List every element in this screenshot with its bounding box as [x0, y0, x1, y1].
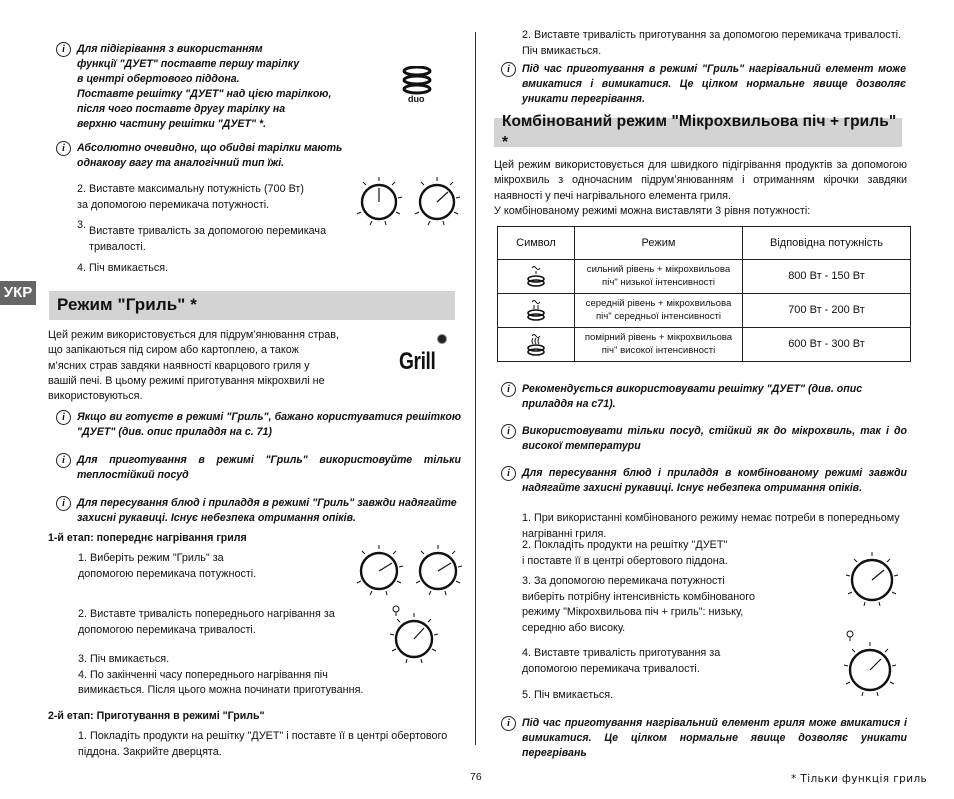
note-grill-gloves-text: Для пересування блюд і приладдя в режимі "Гриль" завжди надягайте захисні рукавиці. Існує небезпека отримання опіків.	[77, 497, 457, 525]
step-4: 4. Піч вмикається.	[77, 262, 169, 274]
info-icon: i	[56, 496, 71, 511]
power-and-timer-dials-illustration	[352, 174, 464, 230]
timer-dial-illustration	[384, 601, 444, 667]
grill-indicator-icon	[437, 334, 447, 344]
note-duo-text: Для підігрівання з використанням функції "ДУЕТ" поставте першу тарілку в центрі обертового піддона. Поставте решітку "ДУЕТ" над цією тарілкою, після чого поставте другу тарілку на верхню частину решітки "ДУЕТ" *.	[77, 43, 332, 131]
info-icon: i	[56, 410, 71, 425]
table-row	[498, 328, 911, 362]
note-grill-rack-text: Якщо ви готуєте в режимі "Гриль", бажано користуватися решіткою "ДУЕТ" (див. опис приладдя на с. 71)	[77, 411, 461, 439]
step-3: Виставте тривалість за допомогою перемикача тривалості.	[89, 225, 327, 253]
note-heating-cycle	[501, 62, 907, 107]
combo-section-title: Комбінований режим "Мікрохвильова піч + гриль" *	[494, 118, 902, 147]
table-header: Режим	[575, 227, 743, 260]
note-plates-text: Абсолютно очевидно, що обидві тарілки мають однакову вагу та аналогічний тип їжі.	[77, 142, 343, 170]
note-dishware-text: Використовувати тільки посуд, стійкий як до мікрохвиль, так і до високої температури	[522, 425, 907, 453]
step-2: 2. Виставте максимальну потужність (700 Вт) за допомогою перемикача потужності.	[77, 183, 304, 211]
table-cell-power: 700 Вт - 200 Вт	[743, 294, 911, 328]
note-element-cycle	[501, 716, 907, 761]
table-cell-mode: середній рівень + мікрохвильова піч" середньої інтенсивності	[575, 294, 743, 328]
grill-section-title: Режим "Гриль" *	[49, 291, 455, 320]
info-icon: i	[56, 42, 71, 57]
combo-step-1: 1. При використанні комбінованого режиму немає потреби в попередньому нагріванні гриля.	[522, 512, 900, 540]
note-grill-rack	[56, 410, 462, 440]
table-cell-mode: сильний рівень + мікрохвильова піч" низької інтенсивності	[575, 260, 743, 294]
note-duo	[56, 42, 356, 132]
info-icon: i	[56, 453, 71, 468]
stage-2-title: 2-й етап: Приготування в режимі "Гриль"	[48, 710, 265, 722]
grill-intro: Цей режим використовується для підрум’янювання страв, що запікаються під сиром або картоплею, а також м’ясних страв завдяки наявності кварцового гриля у вашій печі. В цьому режимі приготування мікрохвилі не використовуються.	[48, 329, 340, 403]
combo-modes-table	[497, 226, 911, 362]
table-header: Символ	[498, 227, 575, 260]
note-plates	[56, 141, 376, 171]
stage-2-step-1: 1. Покладіть продукти на решітку "ДУЕТ" і поставте її в центрі обертового піддона. Закрийте дверцята.	[78, 730, 448, 758]
table-cell-power: 800 Вт - 150 Вт	[743, 260, 911, 294]
footnote: * Тільки функція гриль	[791, 773, 928, 785]
combo-step-4: 4. Виставте тривалість приготування за допомогою перемикача тривалості.	[522, 647, 721, 675]
note-grill-dishes	[56, 453, 462, 483]
medium-combo-icon	[498, 294, 575, 328]
note-combo-gloves	[501, 466, 907, 496]
info-icon: i	[501, 382, 516, 397]
table-row	[498, 260, 911, 294]
grill-mode-dials-illustration	[352, 541, 464, 599]
table-cell-power: 600 Вт - 300 Вт	[743, 328, 911, 362]
note-heating-cycle-text: Під час приготування в режимі "Гриль" нагрівальний елемент може вмикатися і вимикатися. Це цілком нормальне явище дозволяє уникати перегрівання.	[522, 63, 906, 106]
grill-label: Grill	[399, 348, 436, 375]
page-number: 76	[470, 771, 482, 783]
stage-1-steps-3-4: 3. Піч вмикається. 4. По закінченні часу попереднього нагрівання піч вимикається. Після цього можна починати приготування.	[78, 653, 364, 697]
right-top-step: 2. Виставте тривалість приготування за допомогою перемикача тривалості. Піч вмикається.	[522, 29, 902, 57]
timer-dial-illustration-right	[838, 628, 900, 700]
note-recommend-rack-text: Рекомендується використовувати решітку "ДУЕТ" (див. опис приладдя на с71).	[522, 383, 863, 411]
duo-label: duo	[408, 94, 425, 104]
combo-step-3: 3. За допомогою перемикача потужності виберіть потрібну інтенсивність комбінованого режиму "Мікрохвильова піч + гриль": низьку, середню або високу.	[522, 575, 755, 634]
table-cell-mode: помірний рівень + мікрохвильова піч" високої інтенсивності	[575, 328, 743, 362]
power-dial-illustration	[840, 546, 902, 612]
info-icon: i	[501, 466, 516, 481]
language-tab: УКР	[0, 281, 36, 305]
note-recommend-rack	[501, 382, 907, 412]
column-divider	[475, 32, 476, 745]
combo-levels-intro: У комбінованому режимі можна виставляти 3 рівня потужності:	[494, 205, 811, 217]
table-header: Відповідна потужність	[743, 227, 911, 260]
note-grill-dishes-text: Для приготування в режимі "Гриль" використовуйте тільки теплостійкий посуд	[77, 454, 461, 482]
low-combo-icon	[498, 260, 575, 294]
info-icon: i	[501, 62, 516, 77]
note-dishware	[501, 424, 907, 454]
table-row	[498, 294, 911, 328]
high-combo-icon	[498, 328, 575, 362]
note-grill-gloves	[56, 496, 462, 526]
table-header-row	[498, 227, 911, 260]
combo-intro: Цей режим використовується для швидкого підігрівання продуктів за допомогою мікрохвиль з одночасним підрум’янюванням і отриманням кірочки завдяки наявності у печі нагрівального елемента гриля.	[494, 159, 907, 202]
info-icon: i	[501, 716, 516, 731]
combo-step-5: 5. Піч вмикається.	[522, 689, 614, 701]
note-element-cycle-text: Під час приготування нагрівальний елемент гриля може вмикатися і вимикатися. Це цілком нормальне явище дозволяє уникати перегрівань	[522, 717, 907, 760]
stage-1-step-1: 1. Виберіть режим "Гриль" за допомогою перемикача потужності.	[78, 552, 257, 580]
info-icon: i	[56, 141, 71, 156]
info-icon: i	[501, 424, 516, 439]
note-combo-gloves-text: Для пересування блюд і приладдя в комбінованому режимі завжди надягайте захисні рукавиці. Існує небезпека отримання опіків.	[522, 467, 907, 495]
stage-1-title: 1-й етап: попереднє нагрівання гриля	[48, 532, 247, 544]
step-3-number: 3.	[77, 219, 87, 231]
combo-step-2: 2. Покладіть продукти на решітку "ДУЕТ" і поставте її в центрі обертового піддона.	[522, 539, 728, 567]
stage-1-step-2: 2. Виставте тривалість попереднього нагрівання за допомогою перемикача тривалості.	[78, 608, 335, 636]
